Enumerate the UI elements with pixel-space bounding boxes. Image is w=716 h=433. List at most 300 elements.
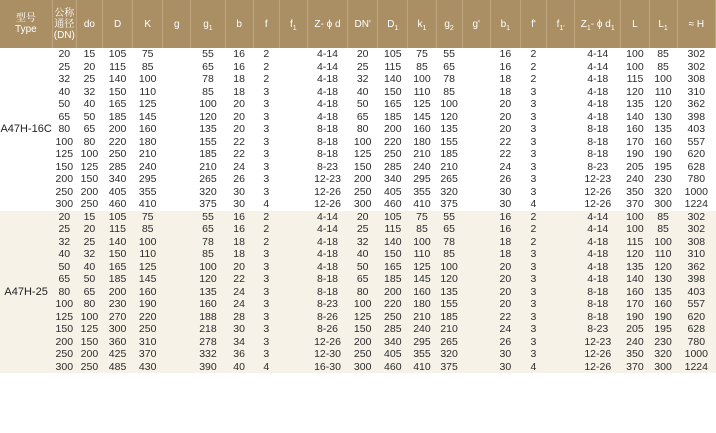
table-cell: 100: [649, 73, 677, 86]
table-cell: 3: [253, 123, 279, 136]
table-row: [0, 198, 716, 211]
table-cell: [547, 161, 575, 174]
table-cell: 285: [378, 161, 408, 174]
table-cell: 78: [191, 73, 225, 86]
table-cell: 165: [102, 98, 132, 111]
table-cell: [462, 323, 490, 336]
table-cell: 100: [621, 223, 649, 236]
table-cell: 300: [649, 361, 677, 374]
table-cell: 100: [436, 98, 462, 111]
table-cell: 300: [102, 323, 132, 336]
table-cell: 24: [490, 161, 520, 174]
table-cell: 135: [649, 123, 677, 136]
table-cell: 30: [490, 361, 520, 374]
table-cell: 40: [225, 361, 253, 374]
table-cell: [462, 148, 490, 161]
table-cell: 278: [191, 336, 225, 349]
table-cell: 32: [52, 73, 76, 86]
table-cell: 125: [348, 148, 378, 161]
table-cell: 780: [677, 336, 715, 349]
table-cell: 135: [621, 261, 649, 274]
table-cell: 125: [52, 311, 76, 324]
table-cell: [547, 311, 575, 324]
table-cell: 3: [520, 186, 546, 199]
table-cell: 20: [490, 123, 520, 136]
column-header: $g_2$: [436, 0, 462, 48]
table-row: [0, 123, 716, 136]
table-cell: 230: [649, 173, 677, 186]
table-cell: [279, 211, 307, 224]
table-cell: 355: [133, 186, 163, 199]
table-cell: 150: [76, 336, 102, 349]
table-cell: 340: [378, 173, 408, 186]
table-cell: 80: [348, 123, 378, 136]
table-cell: 32: [76, 248, 102, 261]
table-cell: [163, 298, 191, 311]
table-cell: 18: [225, 73, 253, 86]
table-cell: 100: [133, 236, 163, 249]
table-cell: 20: [348, 48, 378, 61]
table-cell: 20: [225, 111, 253, 124]
table-cell: 18: [225, 248, 253, 261]
table-cell: 4: [520, 361, 546, 374]
table-cell: 140: [378, 73, 408, 86]
table-cell: 25: [76, 236, 102, 249]
table-cell: 3: [253, 273, 279, 286]
table-cell: 78: [436, 236, 462, 249]
table-cell: 2: [520, 73, 546, 86]
table-cell: 240: [408, 161, 436, 174]
table-cell: [279, 273, 307, 286]
table-cell: 3: [520, 111, 546, 124]
table-cell: 628: [677, 161, 715, 174]
table-cell: [163, 111, 191, 124]
table-cell: 50: [76, 273, 102, 286]
table-cell: [279, 198, 307, 211]
table-cell: 160: [621, 286, 649, 299]
table-cell: 3: [253, 286, 279, 299]
table-cell: 22: [490, 136, 520, 149]
table-cell: 16: [490, 211, 520, 224]
table-cell: 40: [348, 248, 378, 261]
table-cell: [547, 223, 575, 236]
table-cell: 2: [520, 211, 546, 224]
table-row: [0, 361, 716, 374]
table-cell: 135: [191, 286, 225, 299]
table-cell: 302: [677, 223, 715, 236]
table-cell: 25: [348, 61, 378, 74]
table-cell: [163, 98, 191, 111]
table-cell: 20: [52, 211, 76, 224]
table-cell: 4-14: [307, 223, 347, 236]
table-cell: 120: [649, 98, 677, 111]
table-cell: 3: [520, 86, 546, 99]
table-cell: 100: [76, 311, 102, 324]
table-cell: 85: [191, 86, 225, 99]
table-cell: 160: [133, 123, 163, 136]
table-cell: 190: [649, 311, 677, 324]
table-cell: 4: [253, 361, 279, 374]
table-cell: 55: [436, 48, 462, 61]
table-cell: [462, 361, 490, 374]
table-cell: 26: [225, 173, 253, 186]
table-row: [0, 186, 716, 199]
table-cell: 295: [408, 173, 436, 186]
table-cell: 8-23: [307, 298, 347, 311]
table-cell: 205: [621, 323, 649, 336]
table-cell: 3: [520, 161, 546, 174]
table-cell: 220: [378, 298, 408, 311]
table-cell: 100: [408, 236, 436, 249]
table-cell: 308: [677, 73, 715, 86]
table-cell: 3: [253, 261, 279, 274]
table-cell: 3: [520, 311, 546, 324]
table-cell: 110: [649, 248, 677, 261]
model-type-cell: A47H-16C: [0, 48, 52, 211]
table-cell: 150: [102, 86, 132, 99]
table-cell: [279, 298, 307, 311]
table-cell: [163, 48, 191, 61]
table-cell: 16: [490, 48, 520, 61]
table-cell: 110: [408, 86, 436, 99]
table-cell: 210: [408, 311, 436, 324]
table-cell: 135: [621, 98, 649, 111]
table-cell: 210: [436, 161, 462, 174]
table-cell: 250: [102, 148, 132, 161]
table-cell: [462, 248, 490, 261]
table-cell: 100: [649, 236, 677, 249]
table-cell: 160: [191, 298, 225, 311]
table-cell: 195: [649, 323, 677, 336]
table-cell: [462, 173, 490, 186]
table-cell: 115: [621, 236, 649, 249]
table-cell: [547, 86, 575, 99]
table-cell: [279, 148, 307, 161]
table-cell: [547, 61, 575, 74]
table-cell: [547, 336, 575, 349]
table-cell: [279, 161, 307, 174]
table-cell: [163, 273, 191, 286]
table-cell: 160: [133, 286, 163, 299]
table-cell: 8-23: [307, 161, 347, 174]
table-cell: 20: [490, 111, 520, 124]
table-cell: 405: [102, 186, 132, 199]
table-cell: 80: [348, 286, 378, 299]
table-cell: 185: [102, 273, 132, 286]
table-cell: [163, 86, 191, 99]
table-cell: 403: [677, 286, 715, 299]
table-cell: 4-18: [575, 111, 621, 124]
table-cell: 3: [253, 348, 279, 361]
table-cell: 205: [621, 161, 649, 174]
table-cell: [279, 248, 307, 261]
table-cell: 85: [436, 86, 462, 99]
table-cell: 120: [649, 261, 677, 274]
table-cell: 320: [436, 348, 462, 361]
table-cell: 115: [102, 223, 132, 236]
table-cell: 375: [436, 198, 462, 211]
column-header: g: [163, 0, 191, 48]
table-cell: 140: [378, 236, 408, 249]
table-cell: 375: [191, 198, 225, 211]
table-cell: [547, 298, 575, 311]
column-header: $L_1$: [649, 0, 677, 48]
table-cell: 140: [621, 111, 649, 124]
table-cell: 1224: [677, 361, 715, 374]
table-cell: [547, 273, 575, 286]
table-cell: 2: [520, 236, 546, 249]
column-header: ≈ H: [677, 0, 715, 48]
table-cell: 265: [436, 336, 462, 349]
table-cell: 20: [225, 123, 253, 136]
table-cell: 4-18: [307, 111, 347, 124]
table-cell: 4: [520, 198, 546, 211]
table-cell: 20: [76, 61, 102, 74]
table-cell: 4-18: [575, 273, 621, 286]
table-cell: 8-26: [307, 311, 347, 324]
table-cell: 250: [76, 361, 102, 374]
table-cell: 50: [52, 261, 76, 274]
table-cell: 180: [408, 136, 436, 149]
table-cell: 125: [76, 161, 102, 174]
table-cell: 3: [253, 186, 279, 199]
table-cell: 3: [253, 336, 279, 349]
table-cell: [279, 136, 307, 149]
column-header: $f_{1'}$: [547, 0, 575, 48]
table-cell: [547, 198, 575, 211]
table-cell: 403: [677, 123, 715, 136]
table-cell: [462, 311, 490, 324]
model-type-cell: A47H-25: [0, 211, 52, 374]
table-cell: 780: [677, 173, 715, 186]
table-cell: 30: [490, 186, 520, 199]
table-cell: 150: [378, 248, 408, 261]
table-cell: 4-18: [307, 98, 347, 111]
table-cell: 220: [102, 136, 132, 149]
table-cell: 50: [348, 261, 378, 274]
table-cell: 100: [76, 148, 102, 161]
table-cell: 3: [520, 348, 546, 361]
table-cell: 3: [253, 86, 279, 99]
table-cell: 4-14: [575, 48, 621, 61]
table-cell: [279, 348, 307, 361]
table-cell: 250: [52, 348, 76, 361]
table-cell: 125: [408, 98, 436, 111]
table-row: [0, 136, 716, 149]
table-cell: 4-18: [307, 86, 347, 99]
table-cell: [462, 286, 490, 299]
column-header: 型号 Type: [0, 0, 52, 48]
table-cell: 20: [225, 261, 253, 274]
table-cell: 65: [436, 61, 462, 74]
table-cell: 200: [378, 286, 408, 299]
table-cell: [462, 261, 490, 274]
table-cell: [163, 136, 191, 149]
table-cell: 620: [677, 311, 715, 324]
table-row: [0, 111, 716, 124]
table-cell: 18: [490, 73, 520, 86]
table-cell: [279, 323, 307, 336]
table-cell: 360: [102, 336, 132, 349]
table-cell: 2: [520, 48, 546, 61]
column-header: $k_1$: [408, 0, 436, 48]
table-cell: 3: [520, 173, 546, 186]
table-cell: 3: [520, 323, 546, 336]
table-cell: 250: [76, 198, 102, 211]
table-cell: 20: [76, 223, 102, 236]
table-cell: 120: [191, 273, 225, 286]
column-header: do: [76, 0, 102, 48]
table-cell: 3: [520, 273, 546, 286]
table-cell: 32: [348, 236, 378, 249]
table-cell: [279, 73, 307, 86]
table-row: [0, 48, 716, 61]
table-cell: 190: [133, 298, 163, 311]
table-cell: 80: [52, 123, 76, 136]
table-cell: 30: [225, 198, 253, 211]
table-cell: 105: [378, 211, 408, 224]
table-cell: 2: [253, 223, 279, 236]
table-cell: 165: [378, 98, 408, 111]
table-cell: 115: [621, 73, 649, 86]
table-cell: 170: [621, 298, 649, 311]
table-cell: 18: [490, 86, 520, 99]
table-cell: 155: [436, 298, 462, 311]
table-cell: [462, 161, 490, 174]
table-cell: 65: [76, 286, 102, 299]
table-cell: 3: [520, 98, 546, 111]
table-cell: 8-18: [575, 286, 621, 299]
table-cell: 50: [76, 111, 102, 124]
table-cell: 110: [649, 86, 677, 99]
table-cell: 285: [378, 323, 408, 336]
table-cell: 185: [378, 273, 408, 286]
table-cell: 20: [225, 98, 253, 111]
table-cell: 285: [102, 161, 132, 174]
table-cell: 125: [133, 261, 163, 274]
table-cell: 120: [436, 111, 462, 124]
table-cell: 185: [102, 111, 132, 124]
table-cell: 300: [52, 198, 76, 211]
table-cell: 16: [490, 223, 520, 236]
table-cell: 8-18: [575, 148, 621, 161]
table-cell: 320: [436, 186, 462, 199]
table-cell: 15: [76, 211, 102, 224]
table-cell: [547, 361, 575, 374]
table-cell: 3: [253, 323, 279, 336]
table-cell: 55: [436, 211, 462, 224]
table-cell: 250: [348, 348, 378, 361]
table-row: [0, 98, 716, 111]
table-cell: 22: [225, 273, 253, 286]
table-cell: 375: [436, 361, 462, 374]
table-cell: 320: [649, 348, 677, 361]
table-cell: 4-14: [575, 211, 621, 224]
table-cell: 100: [348, 136, 378, 149]
table-cell: 26: [490, 336, 520, 349]
table-cell: 3: [520, 136, 546, 149]
table-cell: [547, 148, 575, 161]
table-cell: 160: [408, 123, 436, 136]
table-cell: 210: [133, 148, 163, 161]
table-cell: 20: [348, 211, 378, 224]
table-cell: [163, 61, 191, 74]
table-cell: 115: [378, 223, 408, 236]
table-cell: 3: [253, 98, 279, 111]
column-header: 公称 通径 (DN): [52, 0, 76, 48]
table-cell: 85: [649, 211, 677, 224]
table-cell: [279, 286, 307, 299]
table-cell: 2: [253, 73, 279, 86]
table-cell: [547, 248, 575, 261]
table-cell: 50: [52, 98, 76, 111]
table-cell: [163, 173, 191, 186]
table-cell: [279, 186, 307, 199]
table-cell: 120: [621, 248, 649, 261]
table-row: [0, 248, 716, 261]
table-cell: 4-18: [575, 86, 621, 99]
table-cell: [462, 73, 490, 86]
table-cell: [163, 123, 191, 136]
table-cell: [462, 236, 490, 249]
table-row: [0, 73, 716, 86]
table-row: [0, 336, 716, 349]
table-cell: 3: [253, 311, 279, 324]
table-cell: [462, 211, 490, 224]
table-cell: [279, 61, 307, 74]
table-cell: 200: [76, 186, 102, 199]
table-cell: [462, 98, 490, 111]
table-cell: 18: [490, 236, 520, 249]
table-cell: 1000: [677, 348, 715, 361]
table-row: [0, 236, 716, 249]
table-cell: 65: [52, 111, 76, 124]
column-header: $b_1$: [490, 0, 520, 48]
table-cell: 12-26: [307, 186, 347, 199]
table-row: [0, 286, 716, 299]
table-cell: 4-18: [575, 248, 621, 261]
table-cell: [279, 123, 307, 136]
table-cell: 26: [490, 173, 520, 186]
table-cell: 12-23: [575, 336, 621, 349]
table-cell: 4-18: [307, 236, 347, 249]
table-cell: 1000: [677, 186, 715, 199]
table-cell: 12-23: [307, 173, 347, 186]
table-cell: [163, 248, 191, 261]
table-cell: 340: [102, 173, 132, 186]
table-cell: 120: [621, 86, 649, 99]
table-cell: 100: [52, 136, 76, 149]
table-cell: 250: [133, 323, 163, 336]
table-cell: 110: [133, 86, 163, 99]
table-cell: 410: [408, 361, 436, 374]
table-cell: 25: [52, 223, 76, 236]
table-cell: [163, 323, 191, 336]
table-cell: [547, 73, 575, 86]
table-cell: 125: [348, 311, 378, 324]
table-cell: 320: [649, 186, 677, 199]
column-header: K: [133, 0, 163, 48]
table-cell: 4: [253, 198, 279, 211]
table-cell: 200: [52, 336, 76, 349]
table-cell: 12-26: [575, 348, 621, 361]
table-cell: 12-30: [307, 348, 347, 361]
table-cell: 115: [102, 61, 132, 74]
table-cell: [547, 348, 575, 361]
table-cell: 200: [76, 348, 102, 361]
table-cell: [279, 236, 307, 249]
table-cell: 24: [490, 323, 520, 336]
